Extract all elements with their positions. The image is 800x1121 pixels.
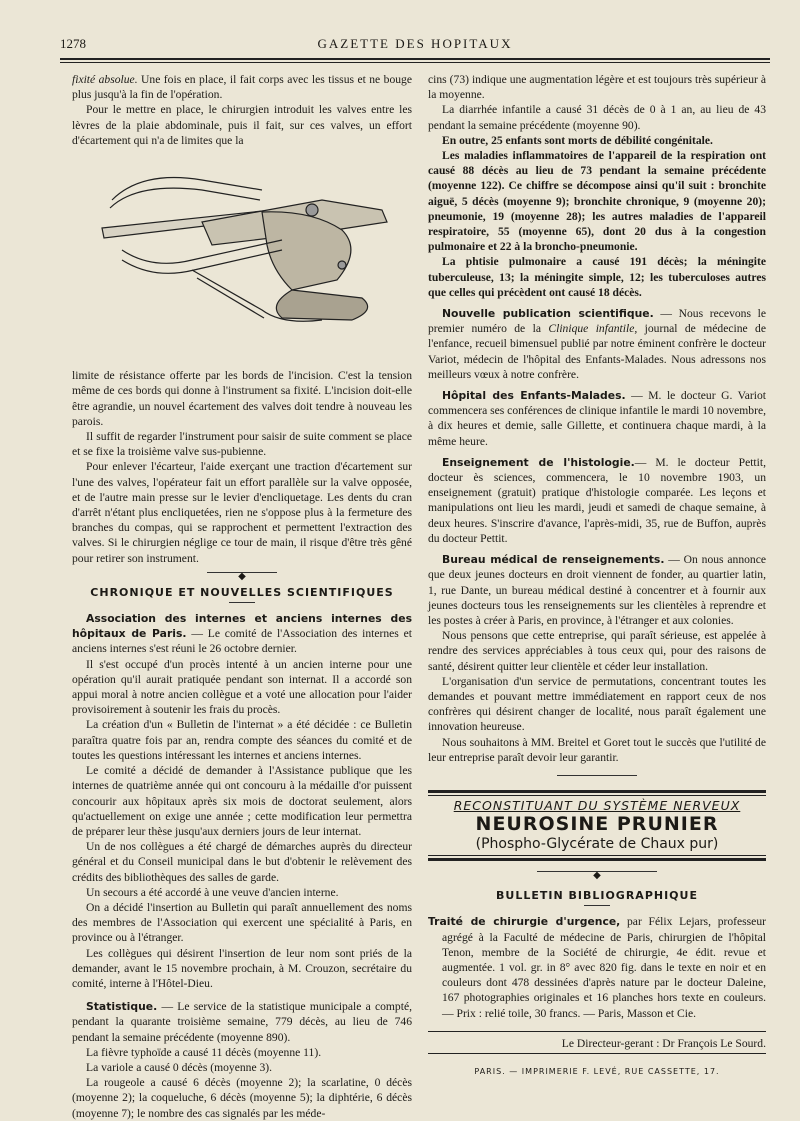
text-run: par Félix Lejars, professeur agrégé à la Faculté de médecine de Paris, chirurgien de l'hôpital Tenon, membre de la Société de chirurgie, 4e édit. revue et augmentée. 1 vol. gr. in 8° avec 820 fig. dans le texte en noir et en couleurs dont 478 dessinées d'après nature par le docteur Daleine, 167 photographies originales et 16 planches hors texte en couleurs. — Prix : relié toile, 30 francs. — Paris, Masson et Cie. [442,915,766,1020]
ad-tagline: RECONSTITUANT DU SYSTÈME NERVEUX [453,797,741,813]
separator-ornament: ◆ [537,871,657,878]
subheading: Nouvelle publication scientifique. [442,307,654,321]
text-run: — On nous annonce que deux jeunes docteurs en droit viennent de fonder, au quartier latin, 1, rue Dante, un bureau médical destiné à concentrer et à fournir aux jeunes docteurs tous les renseignements sur les clientèles à reprendre et les postes à créer à Paris, en province, à l'étranger et aux colonies. [428,553,766,627]
text-run: — Nous recevons le premier numéro de la [428,307,767,336]
separator-ornament: ◆ [207,572,277,579]
paragraph: Nous souhaitons à MM. Breitel et Goret tout le succès que l'utilité de leur entreprise paraît devoir leur garantir. [428,735,766,764]
text-run: — Le comité de l'Association des internes et anciens internes s'est réuni le 26 octobre dernier. [72,627,412,656]
subheading: Association des internes et anciens internes des hôpitaux de Paris. [72,612,412,641]
paragraph [72,72,412,102]
paragraph [428,455,766,546]
footer-rule [428,1031,766,1032]
paragraph: On a décidé l'insertion au Bulletin qui paraît annuellement des noms des membres de l'Association qui exercent une spécialité à Paris, en province ou à l'étranger. [72,900,412,945]
paragraph [428,388,766,449]
text-run: Une fois en place, il fait corps avec les tissus et ne bouge plus jusqu'à la fin de l'opération. [72,73,412,102]
paragraph [428,914,766,1020]
divider [584,905,610,906]
ad-product-desc: (Phospho-Glycérate de Chaux pur) [475,836,719,853]
advertisement [428,790,766,861]
paragraph: Les collègues qui désirent l'insertion de leur nom sont priés de la demander, avant le 15 novembre prochain, à M. Crouzon, secrétaire du comité, interne à l'Hôtel-Dieu. [72,946,412,990]
italic-phrase: fixité absolue. [72,73,138,86]
subheading: Bureau médical de renseignements. [442,553,665,567]
subheading: Statistique. [86,1000,158,1014]
running-title: GAZETTE DES HOPITAUX [317,36,513,51]
text-run: journal de médecine de l'enfance, recueil bimensuel publié par notre éminent confrère le docteur Variot, médecin de l'hôpital des Enfants-Malades. Nous adressons nos meilleurs vœux à notre confrère. [428,322,766,381]
retractor-illustration [82,150,402,360]
paragraph: Un de nos collègues a été chargé de démarches auprès du directeur général et du Conseil municipal dans le but d'obtenir le relèvement des crédits des bibliothèques des salles de garde. [72,840,412,884]
text-run: — M. le docteur G. Variot commencera ses conférences de clinique infantile le mardi 10 novembre, à dix heures et demie, salle Gillette, et continuera chaque mardi, à la même heure. [428,389,767,448]
paragraph [428,306,766,382]
right-column [428,72,766,1079]
section-title: BULLETIN BIBLIOGRAPHIQUE [496,889,698,903]
director-line: Le Directeur-gerant : Dr François Le Sourd. [561,1036,766,1050]
ad-rule-thin [428,855,766,856]
paragraph: La fièvre typhoïde a causé 11 décès (moyenne 11). [86,1045,322,1059]
subheading: Hôpital des Enfants-Malades. [442,389,626,403]
paragraph: En outre, 25 enfants sont morts de débilité congénitale. [442,133,713,147]
paragraph: La rougeole a causé 6 décès (moyenne 2); la scarlatine, 0 décès (moyenne 2); la coqueluche, 6 décès (moyenne 5); la diphtérie, 6 décès (moyenne 7); le nombre des cas signalés par les méde- [72,1076,412,1120]
paragraph: limite de résistance offerte par les bords de l'incision. C'est la tension même de ces bords qui donne à l'instrument sa fixité. L'incision doit-elle être agrandie, un nouvel écartement des valves doit tendre à nouveau les parois. [72,369,412,428]
ad-rule [428,858,766,861]
divider [229,602,255,603]
paragraph: Un secours a été accordé à une veuve d'ancien interne. [86,885,339,899]
left-column [72,72,412,1121]
paragraph: Nous pensons que cette entreprise, qui paraît sérieuse, est appelée à rendre des services appréciables à tous ceux qui, pour des raisons de santé, désirent quitter leur clientèle et céder leur installation. [428,629,766,673]
paragraph: Il s'est occupé d'un procès intenté à un ancien interne pour une opération qu'il aurait pratiquée pendant son internat. Il a accordé son appui moral à notre ancien collègue et a voté une allocation pour l'aider provisoirement à soutenir les frais du procès. [72,657,412,717]
paragraph [72,611,412,657]
paragraph: Les maladies inflammatoires de l'appareil de la respiration ont causé 88 décès au lieu de 73 pendant la semaine précédente (moyenne 122). Ce chiffre se décompose ainsi qu'il suit : bronchite aiguë, 5 décès (moyenne 9); bronchite chronique, 9 (moyenne 20); pneumonie, 19 (moyenne 28); les autres maladies de l'appareil respiratoire, 55 (moyenne 65), dont 20 dus à la congestion pulmonaire et 22 à la broncho-pneumonie. [428,149,766,254]
footer-rule [428,1053,766,1054]
paragraph: L'organisation d'un service de permutations, concentrant toutes les demandes et pouvant mettre immédiatement en rapport ceux de nos confrères qui désirent changer de localité, nous paraît également une innovation heureuse. [428,674,766,734]
page-header [60,36,770,58]
paragraph: Pour le mettre en place, le chirurgien introduit les valves entre les lèvres de la plaie abdominale, puis il fait, sur ces valves, un effort d'écartement qui n'a de limites que la [72,103,412,147]
paragraph [428,552,766,628]
subheading: Enseignement de l'histologie. [442,455,635,469]
paragraph: La phtisie pulmonaire a causé 191 décès; la méningite tuberculeuse, 13; la méningite simple, 12; les tuberculoses autres que celles qui précèdent ont causé 18 décès. [428,255,766,299]
page-number: 1278 [60,36,86,51]
paragraph: Pour enlever l'écarteur, l'aide exerçant une traction d'écartement sur l'une des valves, l'opérateur fait un effort parallèle sur la valve opposée, et de l'autre main presse sur le levier d'encliquetage. Les dents du cran d'arrêt n'étant plus encliquetées, rien ne s'oppose plus à la fermeture des branches du compas, qui se rapprochent et permettent l'extraction des valves. Si le chirurgien néglige ce tour de main, il risque d'être très gêné pour retirer son instrument. [72,460,412,565]
paragraph: La variole a causé 0 décès (moyenne 3). [86,1060,273,1074]
section-title: CHRONIQUE ET NOUVELLES SCIENTIFIQUES [90,585,394,599]
ad-product-name: NEUROSINE PRUNIER [475,813,719,836]
printer-line: PARIS. — IMPRIMERIE F. LEVÉ, RUE CASSETTE, 17. [474,1066,720,1076]
header-rule [60,58,770,60]
subheading: Traité de chirurgie d'urgence, [428,915,621,929]
ad-rule [428,790,766,793]
text-run: — Le service de la statistique municipale a compté, pendant la quarante troisième semaine, 779 décès, au lieu de 746 pendant la semaine précédente (moyenne 890). [72,1000,412,1044]
ad-rule-thin [428,795,766,796]
paragraph [72,999,412,1045]
italic-phrase: Clinique infantile, [548,322,638,336]
paragraph: cins (73) indique une augmentation légère et est toujours très supérieur à la moyenne. [428,73,766,102]
paragraph: Le comité a décidé de demander à l'Assistance publique que les internes de quatrième année qui ont concouru à la médaille d'or puissent concourir aux hôpitaux après six mois de doctorat seulement, alors qu'actuellement on exige une année ; cette modification leur permettra de préparer leur thèse jusqu'aux derniers jours de leur internat. [72,764,412,838]
paragraph: Il suffit de regarder l'instrument pour saisir de suite comment se place et se fixe la troisième valve sus-pubienne. [72,430,412,459]
paragraph: La création d'un « Bulletin de l'internat » a été décidée : ce Bulletin paraîtra quatre fois par an, rendra compte des séances du comité et de toutes les questions intéressant les internes et anciens internes. [72,718,412,762]
header-rule-thin [60,62,770,63]
divider [557,775,637,776]
paragraph: La diarrhée infantile a causé 31 décès de 0 à 1 an, au lieu de 43 pendant la semaine précédente (moyenne 90). [428,103,766,132]
text-run: — M. le docteur Pettit, docteur ès sciences, commencera, le 10 novembre 1903, un enseignement (gratuit) pratique d'histologie comparée. Les leçons et manipulations ont lieu les mardi, jeudi et samedi de chaque semaine, à deux heures. S'inscrire d'avance, l'après-midi, 35, rue de Buffon, auprès du docteur Pettit. [428,455,766,545]
